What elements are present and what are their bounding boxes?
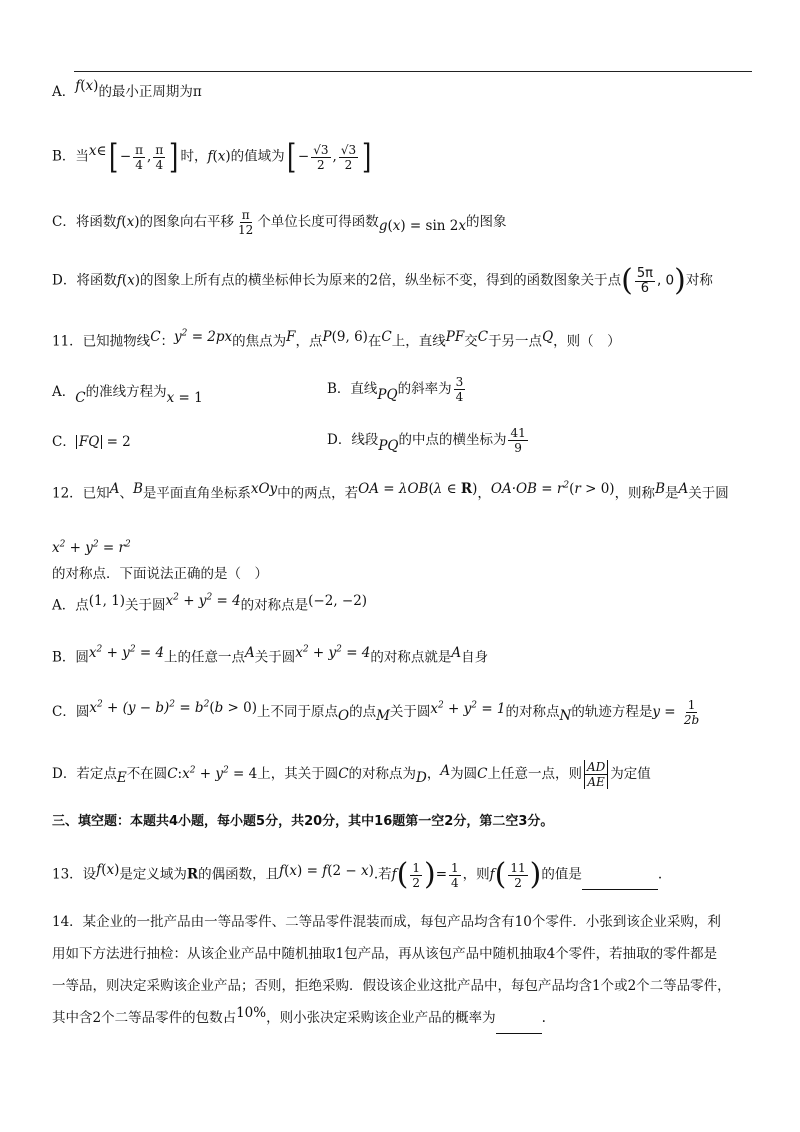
q12-stem-line2: $x^2 + y^2 = r^2$ 的对称点．下面说法正确的是（ ） — [52, 539, 268, 582]
q11-option-d: D．线段PQ的中点的横坐标为 $\frac{41}{9}$ — [327, 426, 526, 455]
q11-stem: 11．已知抛物线C：$y^2 = 2px$的焦点为F，点P(9, 6)在C上，直线PF交C于另一点Q，则（ ） — [52, 328, 621, 350]
q12-option-b: B．圆$x^2 + y^2 = 4$上的任意一点A关于圆$x^2 + y^2 = 4$的对称点就是A自身 — [52, 644, 489, 666]
q10-option-a: A．f(x)的最小正周期为π — [52, 78, 202, 100]
top-rule — [74, 71, 752, 72]
q14-line-2: 用如下方法进行抽检：从该企业产品中随机抽取1包产品，再从该包产品中随机抽取4个零件，若抽取的零件都是 — [52, 946, 718, 962]
q14-answer-blank[interactable] — [496, 1019, 542, 1034]
q12-option-c: C．圆$x^2 + (y - b)^2 = b^2(b > 0)$上不同于原点O的点M关于圆$x^2 + y^2 = 1$的对称点N的轨迹方程是y = $\frac{1}{2b}$ — [52, 698, 700, 727]
q12-option-a: A．点(1, 1)关于圆$x^2 + y^2 = 4$的对称点是(−2, −2) — [52, 592, 368, 614]
q14-line-3: 一等品，则决定采购该企业产品；否则，拒绝采购．假设该企业这批产品中，每包产品均含1个或2个二等品零件， — [52, 978, 731, 994]
q11-option-c: C． FQ = 2 — [52, 434, 131, 450]
q14-line-1: 14．某企业的一批产品由一等品零件、二等品零件混装而成，每包产品均含有10个零件．小张到该企业采购，利 — [52, 914, 721, 930]
q12-stem-line1: 12．已知A、B是平面直角坐标系xOy中的两点，若OA = λOB(λ ∈ R)，$OA\cdot OB = r^2(r > 0)$，则称B是A关于圆 — [52, 480, 729, 502]
section-3-heading: 三、填空题：本题共4小题，每小题5分，共20分，其中16题第一空2分，第二空3分。 — [52, 814, 554, 829]
q11-option-b: B．直线PQ的斜率为 $\frac{3}{4}$ — [327, 375, 464, 404]
q14 — [52, 906, 752, 1034]
q10-option-d: D．将函数f(x)的图象上所有点的横坐标伸长为原来的2倍，纵坐标不变，得到的函数图象关于点( $\frac{5\pi}{6}$ , 0)对称 — [52, 263, 713, 298]
q10-option-c: C．将函数f(x)的图象向右平移 $\frac{\pi}{12}$ 个单位长度可得函数g(x) = sin 2x的图象 — [52, 208, 507, 237]
q10-option-b: B．当x∈[ − $\frac{\pi}{4}$ , $\frac{\pi}{4}$ ] 时，f(x)的值域为[ − $\frac{√3}{2}$ , $\frac{√3}{2}$ ] — [52, 137, 372, 177]
q11-option-a: A．C的准线方程为x = 1 — [52, 384, 203, 406]
q14-line-4: 其中含2个二等品零件的包数占10%，则小张决定采购该企业产品的概率为 . — [52, 1002, 752, 1034]
q13-answer-blank[interactable] — [582, 875, 658, 890]
q13: 13．设f(x)是定义域为R的偶函数，且f(x) = f(2 − x).若f( $\frac{1}{2}$ )= $\frac{1}{4}$ ，则f( $\frac{11}{2}$ )的值是 . — [52, 857, 663, 892]
q12-option-d: D．若定点E不在圆$C:x^2 + y^2 = 4$上，其关于圆C的对称点为D，A为圆C上任意一点，则 $\frac{AD}{AE}$ 为定值 — [52, 760, 651, 789]
